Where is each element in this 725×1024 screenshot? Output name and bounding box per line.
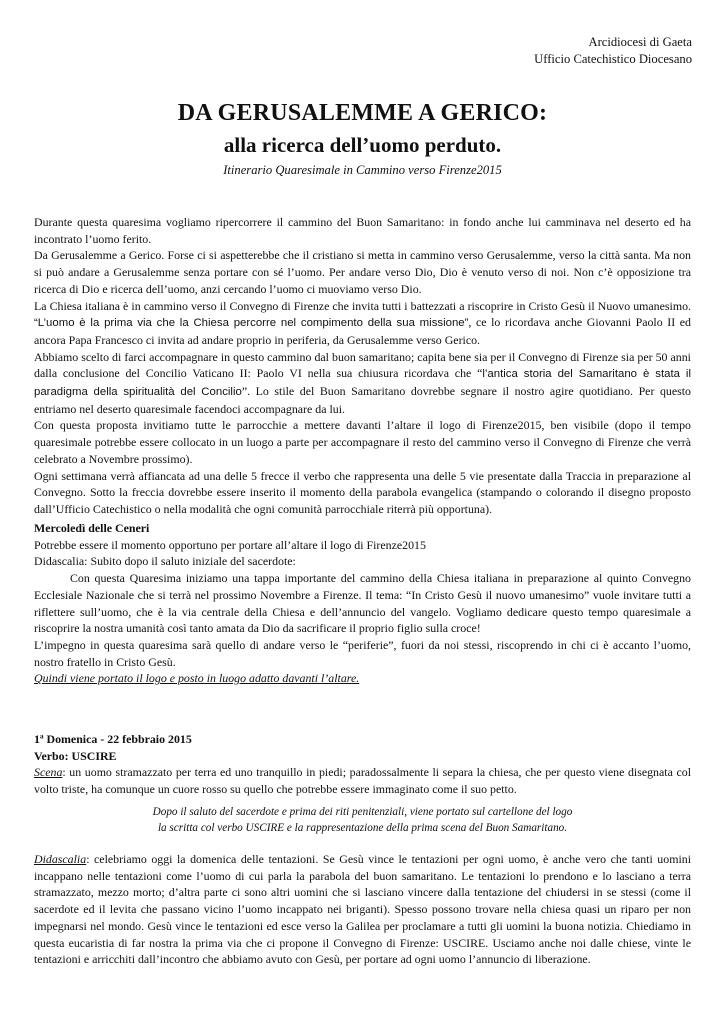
text-span: : celebriamo oggi la domenica delle tentazioni. Se Gesù vince le tentazioni per ogni uomo, è anche vero che tanti uomini incappano nelle tentazioni come l’uomo di cui parla la parabola del buon samaritano. Le tentazioni lo prendono e lo lasciano a terra stramazzato, mezzo morto; d’altra parte ci sono altri uomini che si lasciano vincere dalla tentazione del chiudersi in se stessi (come il sacerdote ed il levita che passano vicino l’uomo incappato nei briganti). Spesso possono trovare nella chiesa quasi un riparo per non impegnarsi nel mondo. Gesù vince le tentazioni ed esce verso la Galilea per proclamare a tutti gli uomini la buona notizia. Chiediamo in questa eucaristia di far nostra la prima via che ci propone il Convegno di Firenze: USCIRE. Usciamo anche noi dalle chiese, vinte le tentazioni e arricchiti dall’incontro che abbiamo avuto con Gesù, per portare ad ogni uomo l’annuncio di liberazione.	[34, 852, 691, 967]
text-span: : un uomo stramazzato per terra ed uno tranquillo in piedi; paradossalmente li separa la chiesa, che per questo viene disegnata col volto triste, ha comunque un cuore rosso su quello che potrebbe essere immaginato come il suo petto.	[34, 765, 691, 797]
didascalia-label: Didascalia	[34, 852, 87, 866]
quote-span: “L’uomo è la prima via che la Chiesa percorre nel compimento della sua missione”	[34, 317, 469, 330]
scena-label: Scena	[34, 765, 63, 780]
scena-paragraph	[34, 764, 691, 797]
quote-span: l’antica storia del Samaritano è stata il paradigma della spiritualità del Concilio	[34, 368, 691, 399]
intro-paragraph	[34, 349, 691, 418]
text-span: , ce lo ricordava anche Giovanni Paolo II ed ancora Papa Francesco ci invita ad andare proprio in periferia, da Gerusalemme verso Gerico.	[34, 315, 691, 347]
text-span: ”. Lo stile del Buon Samaritano dovrebbe segnare il nostro agire quotidiano. Per questo entriamo nel deserto quaresimale facendoci accompagnare da lui.	[34, 384, 692, 416]
header-organization	[534, 34, 692, 68]
document-subtitle: alla ricerca dell’uomo perduto.	[223, 133, 502, 157]
didascalia-paragraph	[34, 851, 691, 968]
header-diocese: Arcidiocesi di Gaeta	[588, 35, 692, 49]
intro-paragraph: Ogni settimana verrà affiancata ad una delle 5 frecce il verbo che rappresenta una delle 5 vie presentate dalla Traccia in preparazione al Convegno. Sotto la freccia dovrebbe essere inserito il momento della parabola evangelica (stampando o colorando il disegno proposto dall’Ufficio Catechistico o nella modalità che ogni comunità parrocchiale riterrà più opportuna).	[34, 468, 691, 516]
rubric-line: la scritta col verbo USCIRE e la rappresentazione della prima scena del Buon Samaritano.	[157, 821, 568, 834]
section-verb: Verbo: USCIRE	[34, 748, 117, 763]
ceneri-section	[34, 520, 691, 687]
didascalia-block	[34, 851, 691, 968]
rubric-line: Dopo il saluto del sacerdote e prima dei riti penitenziali, viene portato sul cartellone del logo	[152, 806, 573, 818]
intro-paragraph: Da Gerusalemme a Gerico. Forse ci si aspetterebbe che il cristiano si metta in cammino verso Gerusalemme, verso la città santa. Ma non si può andare a Gerusalemme senza portare con sé l’uomo. Per andare verso Dio, Dio è venuto verso di noi. Non c’è opposizione tra ricerca di Dio e ricerca dell’uomo, anzi cercando l’uomo ci muoviamo verso Dio.	[34, 248, 691, 296]
domenica1-section	[34, 731, 691, 798]
header-office: Ufficio Catechistico Diocesano	[534, 52, 692, 66]
ceneri-note: Quindi viene portato il logo e posto in luogo adatto davanti l’altare.	[34, 671, 360, 686]
document-title: DA GERUSALEMME A GERICO:	[177, 100, 548, 126]
text-span: La Chiesa italiana è in cammino verso il Convegno di Firenze che invita tutti i battezzati a riscoprire in Cristo Gesù il Nuovo umanesimo.	[34, 298, 691, 313]
intro-paragraph: Durante questa quaresima vogliamo ripercorrere il cammino del Buon Samaritano: in fondo anche lui camminava nel deserto ed ha incontrato l’uomo ferito.	[34, 215, 691, 246]
intro-paragraph: Con questa proposta invitiamo tutte le parrocchie a mettere davanti l’altare il logo di Firenze2015, ben visibile (dopo il tempo quaresimale potrebbe essere collocato in un luogo a parte per accompagnare il resto del cammino verso il Convegno di Firenze che verrà celebrato a Novembre prossimo).	[34, 418, 691, 466]
intro-paragraph	[34, 298, 691, 349]
section-date: 1ª Domenica - 22 febbraio 2015	[34, 732, 192, 746]
ceneri-paragraph: Con questa Quaresima iniziamo una tappa importante del cammino della Chiesa italiana in preparazione al quinto Convegno Ecclesiale Nazionale che si terrà nel prossimo Novembre a Firenze. Il tema: “In Cristo Gesù il nuovo umanesimo” vuole invitare tutti a riflettere sull’uomo, che è la via centrale della Chiesa e dell’annuncio del vangelo. Vogliamo dedicare questo tempo quaresimale a riscoprire la nostra umanità così tanto amata da Dio da sacrificare il proprio figlio sulla croce!	[34, 571, 691, 636]
section-heading: Mercoledì delle Ceneri	[34, 521, 150, 535]
text-span: Abbiamo scelto di farci accompagnare in questo cammino dal buon samaritano; capita bene sia per il Convegno di Firenze sia per 50 anni dalla conclusione del Concilio Vaticano II: Paolo VI nella sua chiusura ricordava che “	[34, 349, 691, 381]
ceneri-line: Potrebbe essere il momento opportuno per portare all’altare il logo di Firenze2015	[34, 537, 426, 552]
document-tagline: Itinerario Quaresimale in Cammino verso Firenze2015	[223, 163, 502, 177]
ceneri-paragraph: L’impegno in questa quaresima sarà quello di andare verso le “periferie”, fuori da noi stessi, riscoprendo in chi ci è accanto l’uomo, nostro fratello in Cristo Gesù.	[34, 637, 691, 669]
ceneri-line: Didascalia: Subito dopo il saluto iniziale del sacerdote:	[34, 554, 296, 569]
rubric-block	[34, 805, 691, 836]
intro-section	[34, 214, 691, 518]
